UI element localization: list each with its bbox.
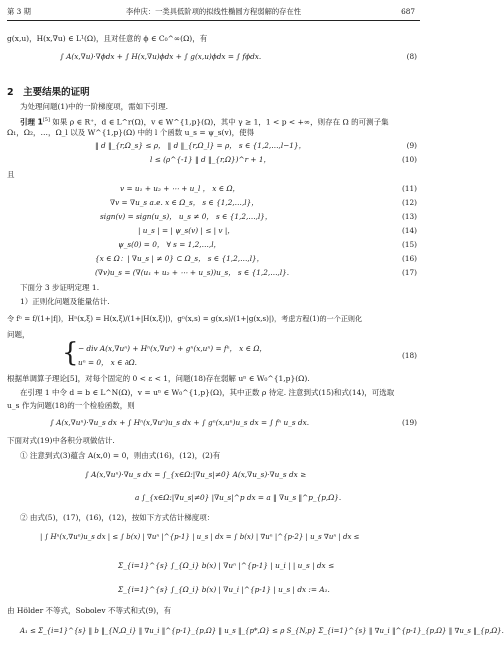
equation-11: v = u₁ + u₂ + ⋯ + u_l ， x ∈ Ω， (120, 184, 240, 193)
running-title: 李仲庆：一类具低阶项的拟线性椭圆方程弱解的存在性 (125, 7, 302, 16)
lemma-label: 引理 1 (20, 117, 43, 127)
text-line: 由 Hölder 不等式，Sobolev 不等式和式(9)，有 (7, 606, 172, 615)
equation-16: {x ∈ Ω：| ∇u_s | ≠ 0} ⊂ Ω_s， s ∈ {1,2,…,l}， (95, 254, 264, 263)
equation-number: (17) (402, 268, 417, 277)
text-line: 下面分 3 步证明定理 1. (20, 283, 100, 292)
equation-13: sign(v) = sign(u_s)， u_s ≠ 0， s ∈ {1,2,…,l}， (100, 212, 273, 221)
equation-17: (∇v)u_s = (∇(u₁ + u₂ + ⋯ + u_s))u_s， s ∈ {1,2,…,l}. (95, 268, 290, 277)
estimate-2-line2: Σ_{i=1}^{s} ∫_{Ω_i} b(x) | ∇uⁿ |^{p-1} | u_i | | u_s | dx ≤ (118, 561, 335, 570)
text-line: 在引理 1 中令 d = b ∈ L^N(Ω)，v = uⁿ ∈ W₀^{1,p}(Ω)，其中正数 ρ 待定. 注意到式(15)和式(14)，可选取 (20, 388, 395, 397)
equation-number: (16) (402, 254, 417, 263)
lemma-statement (20, 116, 389, 127)
equation-number: (8) (406, 52, 417, 61)
page-number: 687 (401, 7, 415, 16)
left-brace: { (62, 338, 79, 368)
regularization-definition: 令 fⁿ = f/(1+|f|)，Hⁿ(x,ξ) = H(x,ξ)/(1+|H(x,ξ)|)，gⁿ(x,s) = g(x,s)/(1+|g(x,s)|)，考虑方程(1)的一个正则化 (7, 314, 363, 323)
lemma-text: 如果 ρ ∈ R⁺，d ∈ L^r(Ω)，v ∈ W^{1,p}(Ω)，其中 γ ≥ 1，1 < p < +∞，则存在 Ω 的可测子集 (52, 117, 389, 127)
estimate-item-2: ② 由式(5)，(17)，(16)，(12)，按如下方式估计梯度项： (20, 513, 215, 522)
equation-number: (19) (402, 418, 417, 427)
estimate-1-line1: ∫ A(x,∇uⁿ)·∇u_s dx = ∫_{x∈Ω:|∇u_s|≠0} A(x,∇u_s)·∇u_s dx ≥ (85, 470, 307, 479)
equation-9: ‖ d ‖_{r,Ω_s} ≤ ρ， ‖ d ‖_{r,Ω_l} = ρ， s ∈ {1,2,…,l−1}， (95, 141, 306, 150)
equation-12: ∇v = ∇u_s a.e. x ∈ Ω_s， s ∈ {1,2,…,l}， (110, 198, 259, 207)
equation-15: ψ_s(0) = 0， ∀ s = 1,2,…,l， (118, 240, 221, 249)
equation-number: (13) (402, 212, 417, 221)
header-rule (7, 20, 420, 21)
running-header (0, 7, 427, 19)
equation-number: (18) (402, 351, 417, 360)
equation-8: ∫ A(x,∇u)·∇ϕdx + ∫ H(x,∇u)ϕdx + ∫ g(x,u)ϕdx = ∫ fϕdx. (60, 52, 262, 61)
text-line: 且 (7, 170, 15, 179)
estimate-2-line3: Σ_{i=1}^{s} ∫_{Ω_i} b(x) | ∇u_i |^{p-1} | u_s | dx := A₁. (118, 585, 330, 594)
estimate-item-1: ① 注意到式(3)蕴含 A(x,0) = 0，则由式(16)，(12)，(2)有 (20, 451, 221, 460)
text-line: 下面对式(19)中各积分项做估计. (7, 436, 115, 445)
issue-number: 第 3 期 (7, 7, 31, 16)
text-line: g(x,u)，H(x,∇u) ∈ L¹(Ω)，且对任意的 ϕ ∈ C₀^∞(Ω)，有 (7, 34, 208, 43)
equation-14: | u_s | = | ψ_s(v) | ≤ | v |， (138, 226, 235, 235)
text-line: 根据单调算子理论[5]，对每个固定的 0 < ε < 1，问题(18)存在弱解 uⁿ ∈ W₀^{1,p}(Ω). (7, 374, 310, 383)
equation-number: (10) (402, 155, 417, 164)
section-heading: 2 主要结果的证明 (7, 87, 90, 98)
text-line: 问题， (7, 330, 30, 339)
step-heading: 1）正则化问题及能量估计. (20, 297, 110, 306)
equation-number: (15) (402, 240, 417, 249)
equation-10: l ≤ (ρ^{-1} ‖ d ‖_{r,Ω})^r + 1， (150, 155, 271, 164)
estimate-3: A₁ ≤ Σ_{i=1}^{s} ‖ b ‖_{N,Ω_i} ‖ ∇u_i ‖^{p-1}_{p,Ω} ‖ u_s ‖_{p*,Ω} ≤ ρ S_{N,p} Σ_{i=1}^{s} ‖ ∇u_i ‖^{p-1}_{p,Ω} ‖ ∇u_s ‖_{p,Ω}. (20, 627, 504, 635)
citation: [5] (42, 117, 50, 123)
equation-19: ∫ A(x,∇uⁿ)·∇u_s dx + ∫ Hⁿ(x,∇uⁿ)u_s dx + ∫ gⁿ(x,uⁿ)u_s dx = ∫ fⁿ u_s dx. (50, 418, 310, 427)
text-line: Ω₁，Ω₂，…，Ω_l 以及 W^{1,p}(Ω) 中的 l 个函数 u_s = ψ_s(v)，使得 (7, 128, 255, 137)
estimate-2-line1: | ∫ Hⁿ(x,∇uⁿ)u_s dx | ≤ ∫ b(x) | ∇uⁿ |^{p-1} | u_s | dx = ∫ b(x) | ∇uⁿ |^{p-2} | u_s ∇uⁿ | dx ≤ (40, 533, 360, 541)
equation-18-line2: uⁿ = 0， x ∈ ∂Ω. (78, 358, 137, 367)
equation-number: (9) (406, 141, 417, 150)
equation-number: (11) (402, 184, 417, 193)
equation-18-line1: − div A(x,∇uⁿ) + Hⁿ(x,∇uⁿ) + gⁿ(x,uⁿ) = fⁿ， x ∈ Ω， (78, 344, 267, 353)
text-line: 为处理问题(1)中的一阶梯度项，需如下引理. (20, 102, 169, 111)
estimate-1-line2: a ∫_{x∈Ω:|∇u_s|≠0} |∇u_s|^p dx = a ‖ ∇u_s ‖^p_{p,Ω}. (135, 493, 342, 502)
text-line: u_s 作为问题(18)的一个检验函数，则 (7, 401, 135, 410)
equation-number: (12) (402, 198, 417, 207)
equation-number: (14) (402, 226, 417, 235)
